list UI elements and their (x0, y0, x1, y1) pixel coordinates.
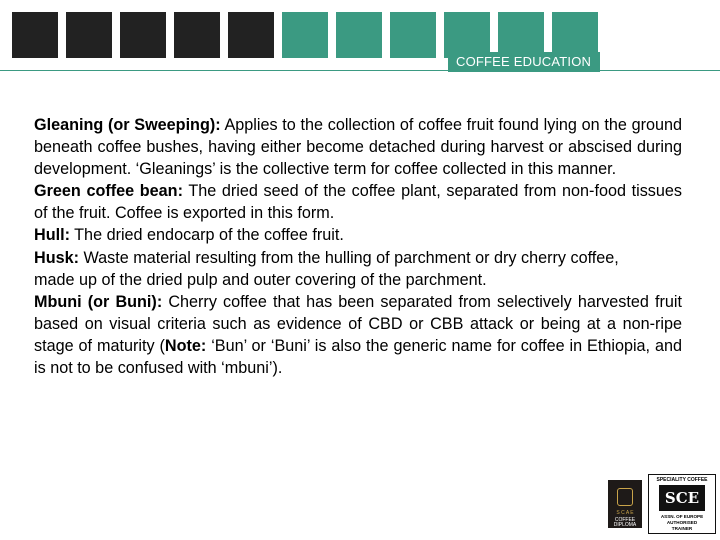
header-square-5 (228, 12, 274, 58)
scae-coffee-diploma-logo (608, 480, 642, 528)
glossary-term: Green coffee bean: (34, 182, 183, 201)
trainer-logo-top-text: SPECIALITY COFFEE (656, 477, 708, 483)
glossary-definition: The dried seed of the coffee plant, separated from non-food tissues of the fruit. Coffee is exported in this form. (34, 182, 682, 223)
glossary-definition: Waste material resulting from the hulling of parchment or dry cherry coffee, (78, 248, 619, 267)
coffee-bean-emblem-icon (617, 488, 633, 506)
brand-label: COFFEE EDUCATION (448, 52, 600, 72)
header-square-4 (174, 12, 220, 58)
header-square-8 (390, 12, 436, 58)
trainer-logo-line-2: AUTHORISED (666, 520, 698, 525)
header-band (0, 0, 720, 80)
glossary-definition: The dried endocarp of the coffee fruit. (69, 226, 344, 245)
glossary-term: Gleaning (or Sweeping): (34, 116, 221, 134)
glossary-term: Husk: (34, 248, 79, 267)
trainer-logo-line-1: ASSN. OF EUROPE (660, 514, 704, 519)
glossary-definition-part-1: Cherry coffee that has been separated from selectively harvested fruit based on visual criteria such as evidence of CBD or CBB attack or being at a non-ripe stage of maturity ( (34, 292, 683, 355)
header-rule (0, 70, 720, 71)
header-square-2 (66, 12, 112, 58)
glossary-entry-gleaning (34, 114, 682, 180)
glossary-entry-husk (34, 247, 682, 269)
sce-emblem-icon: SCE (659, 485, 705, 511)
header-square-6 (282, 12, 328, 58)
header-square-3 (120, 12, 166, 58)
glossary-term: Hull: (34, 226, 70, 245)
glossary-content (34, 114, 682, 379)
glossary-entry-husk-continuation: made up of the dried pulp and outer covering of the parchment. (34, 270, 487, 289)
glossary-definition-part-2: ‘Bun’ or ‘Buni’ is also the generic name for coffee in Ethiopia, and is not to be confused with ‘mbuni’). (34, 336, 682, 378)
trainer-logo-line-3: TRAINER (671, 526, 693, 531)
glossary-entry-hull (34, 224, 682, 246)
scae-logo-line-1: S C A E (616, 510, 634, 516)
header-square-1 (12, 12, 58, 58)
scae-logo-line-3: DIPLOMA (613, 522, 637, 528)
scae-logo-line-2: COFFEE (614, 517, 636, 523)
authorised-trainer-logo (648, 474, 716, 534)
glossary-entry-green-coffee-bean (34, 180, 682, 224)
note-label: Note: (164, 336, 207, 355)
glossary-definition: Applies to the collection of coffee fruit found lying on the ground beneath coffee bushes, having either become detached during harvest or abscised during development. ‘Gleanings’ is the collective term for coffee collected in this manner. (34, 116, 682, 179)
glossary-entry-mbuni (34, 291, 682, 379)
header-square-7 (336, 12, 382, 58)
glossary-term: Mbuni (or Buni): (34, 292, 163, 311)
